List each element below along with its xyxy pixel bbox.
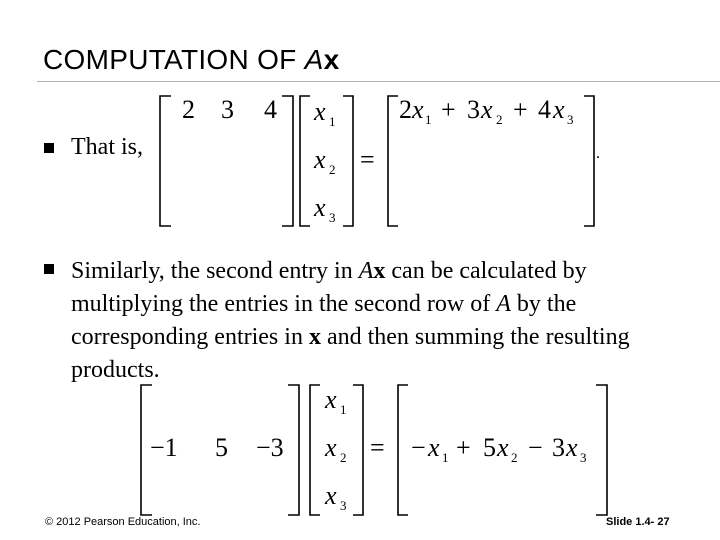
eq2-x3-sub: 3 (340, 498, 347, 513)
eq1-rhs-x1: x (412, 95, 424, 124)
eq2-rhs-minus2: − (528, 433, 543, 462)
eq2-rhs-sub1: 1 (442, 450, 449, 465)
bullet-paragraph-similarly: Similarly, the second entry in Ax can be calculated by multiplying the entries in the second row of A by the corresponding entries in x and then summing the resulting products. (71, 258, 630, 383)
eq1-rhs-coef2: 3 (467, 95, 480, 124)
eq1-rhs-x3: x (553, 95, 565, 124)
eq1-rhs-plus2: + (513, 95, 528, 124)
eq1-trailing-period: . (596, 145, 600, 162)
eq2-vector-left-bracket (310, 385, 320, 515)
eq2-x3: x (325, 481, 337, 510)
eq2-vector-right-bracket (353, 385, 363, 515)
eq1-x2: x (314, 145, 326, 174)
footer-copyright: © 2012 Pearson Education, Inc. (45, 516, 201, 528)
eq2-a21: −1 (150, 433, 178, 462)
eq2-result-right-bracket (596, 385, 607, 515)
eq2-x2: x (325, 433, 337, 462)
eq2-a23: −3 (256, 433, 284, 462)
footer-slide-number: Slide 1.4- 27 (606, 516, 670, 528)
eq1-x1-sub: 1 (329, 114, 336, 129)
slide-title: COMPUTATION OF Ax (43, 44, 340, 75)
eq2-rhs-coef2: 5 (483, 433, 496, 462)
eq1-a12: 3 (221, 95, 234, 124)
eq2-matrix-right-bracket (288, 385, 299, 515)
bullet-text-that-is: That is, (71, 134, 143, 160)
eq2-rhs-x1: x (428, 433, 440, 462)
eq1-rhs-coef1: 2 (399, 95, 412, 124)
eq1-a11: 2 (182, 95, 195, 124)
eq1-x2-sub: 2 (329, 162, 336, 177)
eq2-rhs-x3: x (566, 433, 578, 462)
eq2-rhs-plus: + (456, 433, 471, 462)
eq1-rhs-sub2: 2 (496, 112, 503, 127)
eq1-rhs-plus1: + (441, 95, 456, 124)
eq2-rhs-x2: x (497, 433, 509, 462)
eq2-rhs-sub3: 3 (580, 450, 587, 465)
eq1-x3-sub: 3 (329, 210, 336, 225)
eq1-rhs-sub1: 1 (425, 112, 432, 127)
eq2-x1: x (325, 385, 337, 414)
eq1-rhs-x2: x (481, 95, 493, 124)
eq2-result-left-bracket (398, 385, 408, 515)
eq1-equals: = (360, 145, 375, 174)
eq1-x3: x (314, 193, 326, 222)
eq1-x1: x (314, 97, 326, 126)
eq2-rhs-minus1: − (411, 433, 426, 462)
eq2-x1-sub: 1 (340, 402, 347, 417)
eq2-rhs-sub2: 2 (511, 450, 518, 465)
eq2-a22: 5 (215, 433, 228, 462)
eq2-x2-sub: 2 (340, 450, 347, 465)
eq2-rhs-coef3: 3 (552, 433, 565, 462)
eq1-rhs-coef3: 4 (538, 95, 551, 124)
eq1-rhs-sub3: 3 (567, 112, 574, 127)
eq2-equals: = (370, 433, 385, 462)
eq1-a13: 4 (264, 95, 277, 124)
